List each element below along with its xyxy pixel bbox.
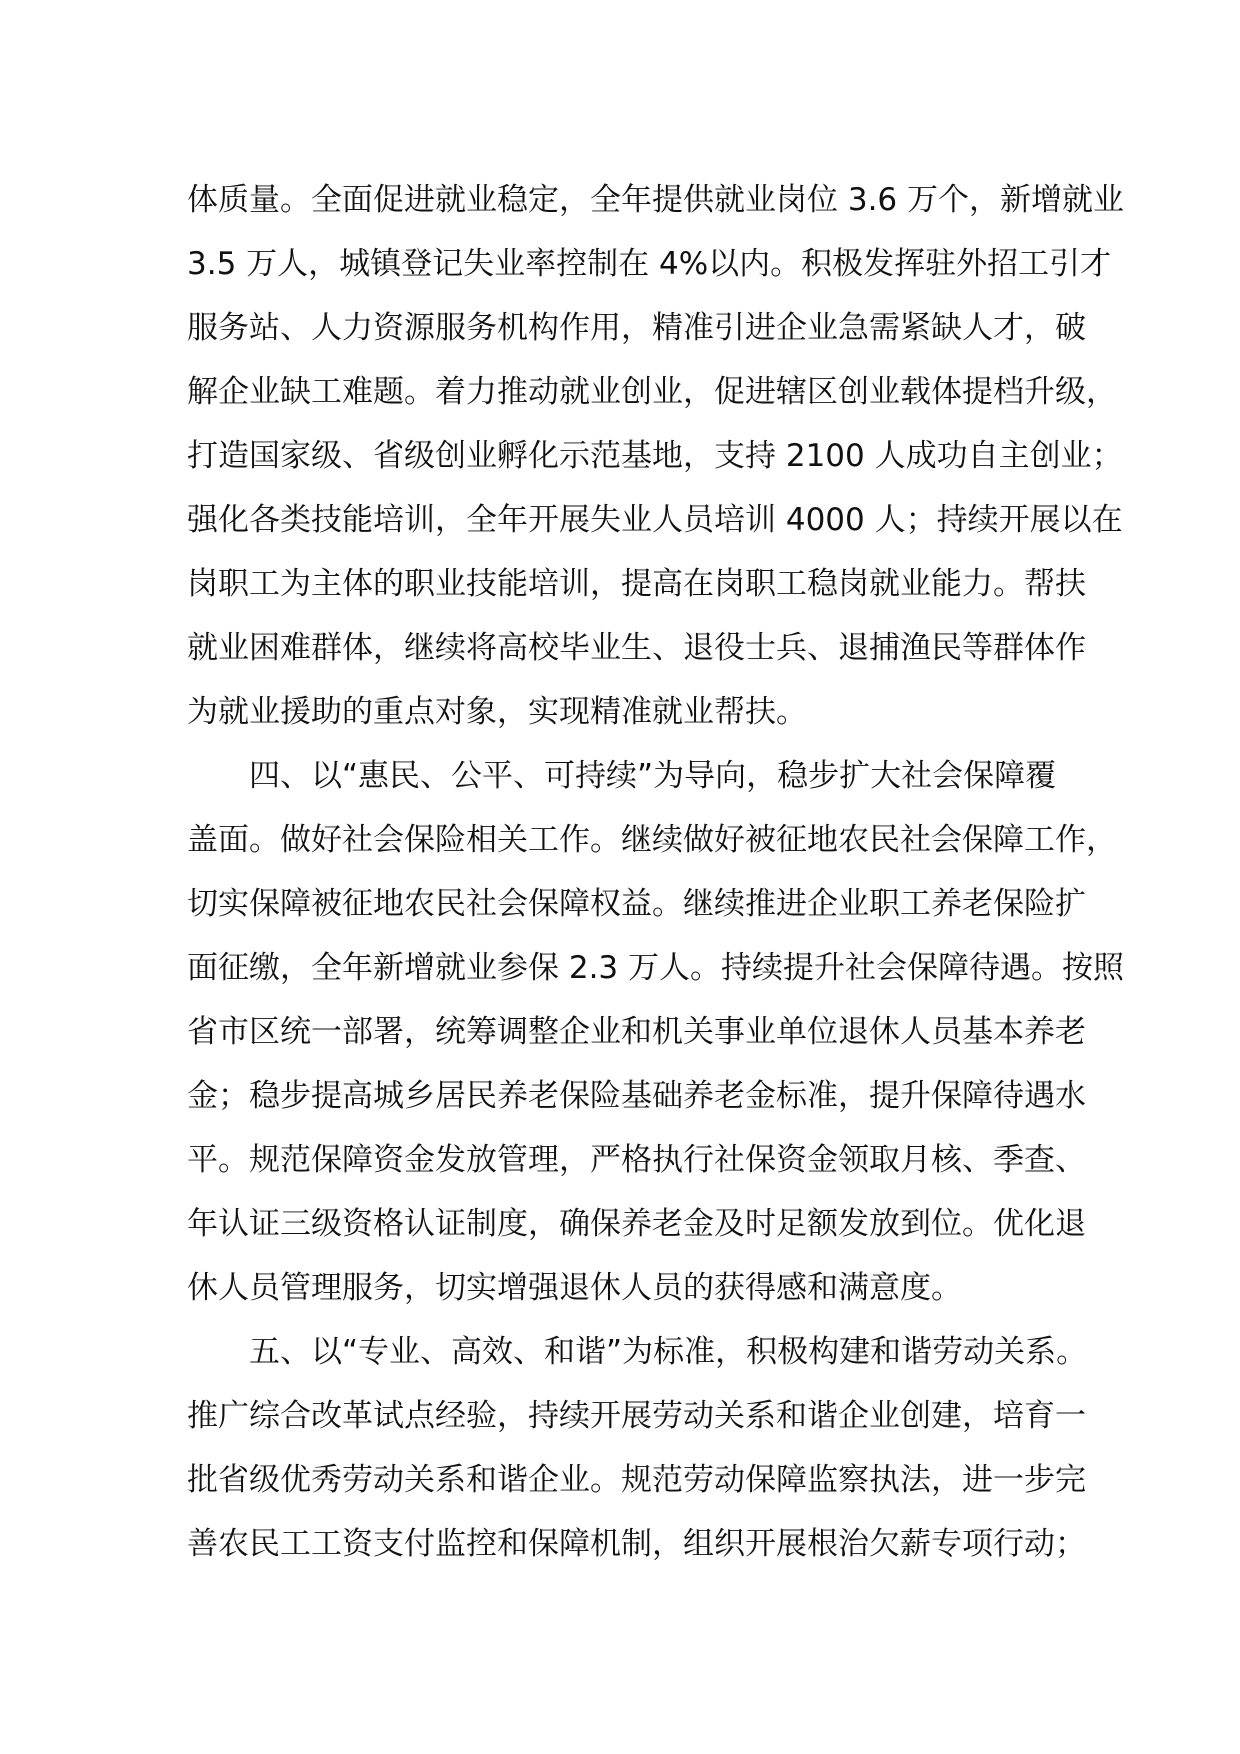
body-text [187, 168, 1125, 1576]
text-line: 强化各类技能培训，全年开展失业人员培训 4000 人；持续开展以在 [187, 502, 1123, 538]
text-line: 解企业缺工难题。着力推动就业创业，促进辖区创业载体提档升级， [187, 374, 1117, 410]
text-line: 3.5 万人，城镇登记失业率控制在 4%以内。积极发挥驻外招工引才 [187, 246, 1112, 282]
section-heading-line: 四、以“惠民、公平、可持续”为导向，稳步扩大社会保障覆 [249, 758, 1057, 794]
text-line: 面征缴，全年新增就业参保 2.3 万人。持续提升社会保障待遇。按照 [187, 950, 1125, 986]
text-line: 休人员管理服务，切实增强退休人员的获得感和满意度。 [187, 1270, 962, 1306]
text-line: 切实保障被征地农民社会保障权益。继续推进企业职工养老保险扩 [187, 886, 1086, 922]
text-line: 盖面。做好社会保险相关工作。继续做好被征地农民社会保障工作， [187, 822, 1117, 858]
text-line: 为就业援助的重点对象，实现精准就业帮扶。 [187, 694, 807, 730]
text-line: 就业困难群体，继续将高校毕业生、退役士兵、退捕渔民等群体作 [187, 630, 1086, 666]
text-line: 推广综合改革试点经验，持续开展劳动关系和谐企业创建，培育一 [187, 1398, 1086, 1434]
text-line: 平。规范保障资金发放管理，严格执行社保资金领取月核、季查、 [187, 1142, 1086, 1178]
text-line: 打造国家级、省级创业孵化示范基地，支持 2100 人成功自主创业； [187, 438, 1123, 474]
text-line: 体质量。全面促进就业稳定，全年提供就业岗位 3.6 万个，新增就业 [187, 182, 1125, 218]
text-line: 省市区统一部署，统筹调整企业和机关事业单位退休人员基本养老 [187, 1014, 1086, 1050]
section-heading-line: 五、以“专业、高效、和谐”为标准，积极构建和谐劳动关系。 [249, 1334, 1088, 1370]
text-line: 岗职工为主体的职业技能培训，提高在岗职工稳岗就业能力。帮扶 [187, 566, 1086, 602]
text-line: 善农民工工资支付监控和保障机制，组织开展根治欠薪专项行动； [187, 1526, 1086, 1562]
text-line: 服务站、人力资源服务机构作用，精准引进企业急需紧缺人才，破 [187, 310, 1086, 346]
text-line: 批省级优秀劳动关系和谐企业。规范劳动保障监察执法，进一步完 [187, 1462, 1086, 1498]
text-line: 金；稳步提高城乡居民养老保险基础养老金标准，提升保障待遇水 [187, 1078, 1086, 1114]
text-line: 年认证三级资格认证制度，确保养老金及时足额发放到位。优化退 [187, 1206, 1086, 1242]
